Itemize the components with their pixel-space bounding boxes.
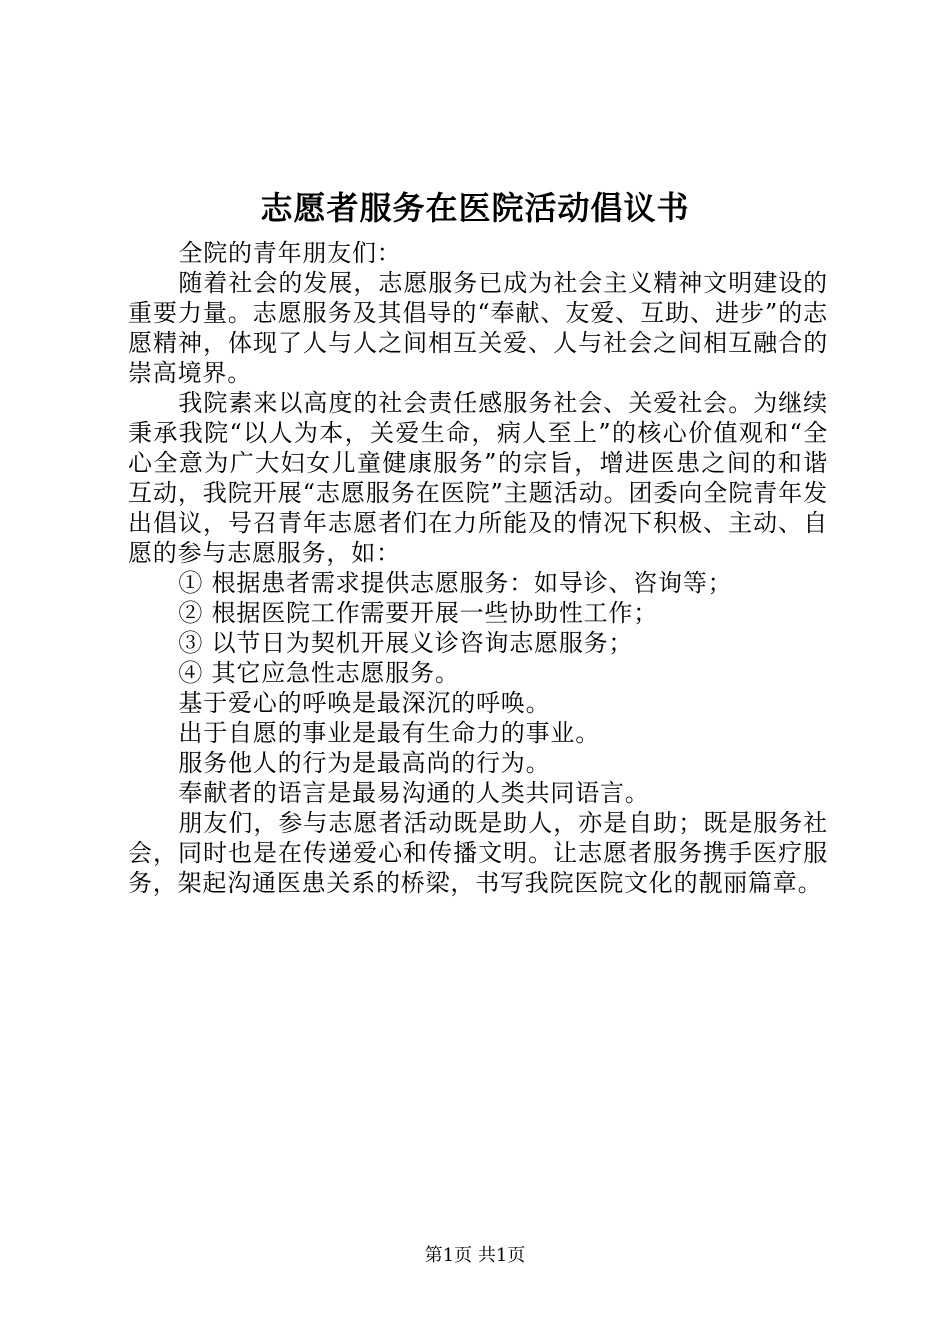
slogan-3: 服务他人的行为是最高尚的行为。 [178,749,551,777]
intro-paragraph: 随着社会的发展，志愿服务已成为社会主义精神文明建设的重要力量。志愿服务及其倡导的“奉献、友爱、互助、进步”的志愿精神，体现了人与人之间相互关爱、人与社会之间相互融合的崇高境界。 [128,269,828,387]
closing-paragraph: 朋友们，参与志愿者活动既是助人，亦是自助；既是服务社会，同时也是在传递爱心和传播文明。让志愿者服务携手医疗服务，架起沟通医患关系的桥梁，书写我院医院文化的靓丽篇章。 [128,809,828,897]
slogan-2: 出于自愿的事业是最有生命力的事业。 [178,719,600,747]
document-body [128,238,828,898]
list-item-3: ③ 以节日为契机开展义诊咨询志愿服务； [178,629,634,657]
list-item-2: ② 根据医院工作需要开展一些协助性工作； [178,599,659,627]
page-footer: 第1页 共1页 [424,1245,526,1266]
slogan-1: 基于爱心的呼唤是最深沉的呼唤。 [178,689,551,717]
initiative-paragraph: 我院素来以高度的社会责任感服务社会、关爱社会。为继续秉承我院“以人为本，关爱生命，病人至上”的核心价值观和“全心全意为广大妇女儿童健康服务”的宗旨，增进医患之间的和谐互动，我院开展“志愿服务在医院”主题活动。团委向全院青年发出倡议，号召青年志愿者们在力所能及的情况下积极、主动、自愿的参与志愿服务，如： [128,389,828,567]
salutation-paragraph: 全院的青年朋友们： [178,239,402,267]
document-title: 志愿者服务在医院活动倡议书 [260,189,690,227]
list-item-4: ④ 其它应急性志愿服务。 [178,659,460,687]
list-item-1: ① 根据患者需求提供志愿服务：如导诊、咨询等； [178,569,733,597]
slogan-4: 奉献者的语言是最易沟通的人类共同语言。 [178,779,650,807]
